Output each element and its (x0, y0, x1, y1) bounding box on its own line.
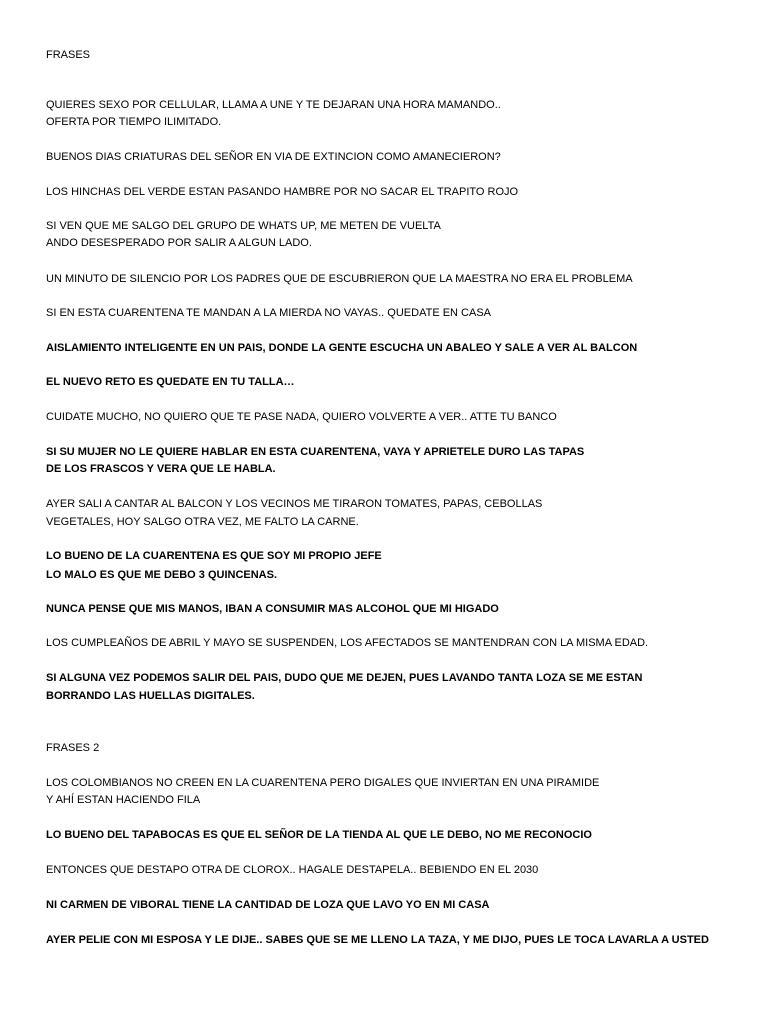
phrase-9: CUIDATE MUCHO, NO QUIERO QUE TE PASE NADA, QUIERO VOLVERTE A VER.. ATTE TU BANCO (46, 411, 557, 423)
phrase-12-line-1: LO BUENO DE LA CUARENTENA ES QUE SOY MI PROPIO JEFE (46, 550, 382, 562)
phrase-2-3: ENTONCES QUE DESTAPO OTRA DE CLOROX.. HAGALE DESTAPELA.. BEBIENDO EN EL 2030 (46, 864, 539, 876)
phrase-3: LOS HINCHAS DEL VERDE ESTAN PASANDO HAMBRE POR NO SACAR EL TRAPITO ROJO (46, 186, 519, 198)
phrase-15-line-2: BORRANDO LAS HUELLAS DIGITALES. (46, 690, 255, 702)
phrase-2-5: AYER PELIE CON MI ESPOSA Y LE DIJE.. SABES QUE SE ME LLENO LA TAZA, Y ME DIJO, PUES LE TOCA LAVARLA A USTED (46, 934, 709, 946)
phrase-5: UN MINUTO DE SILENCIO POR LOS PADRES QUE DE ESCUBRIERON QUE LA MAESTRA NO ERA EL PROBLEMA (46, 273, 633, 285)
phrase-2-1-line-2: Y AHÍ ESTAN HACIENDO FILA (46, 794, 201, 806)
phrase-7: AISLAMIENTO INTELIGENTE EN UN PAIS, DONDE LA GENTE ESCUCHA UN ABALEO Y SALE A VER AL BALCON (46, 342, 638, 354)
phrase-1-line-2: OFERTA POR TIEMPO ILIMITADO. (46, 116, 222, 128)
phrase-2: BUENOS DIAS CRIATURAS DEL SEÑOR EN VIA DE EXTINCION COMO AMANECIERON? (46, 151, 501, 163)
phrase-11-line-1: AYER SALI A CANTAR AL BALCON Y LOS VECINOS ME TIRARON TOMATES, PAPAS, CEBOLLAS (46, 498, 543, 510)
phrase-10-line-1: SI SU MUJER NO LE QUIERE HABLAR EN ESTA CUARENTENA, VAYA Y APRIETELE DURO LAS TAPAS (46, 446, 585, 458)
phrase-2-4: NI CARMEN DE VIBORAL TIENE LA CANTIDAD DE LOZA QUE LAVO YO EN MI CASA (46, 899, 490, 911)
phrase-2-2: LO BUENO DEL TAPABOCAS ES QUE EL SEÑOR DE LA TIENDA AL QUE LE DEBO, NO ME RECONOCIO (46, 829, 592, 841)
phrase-4-line-1: SI VEN QUE ME SALGO DEL GRUPO DE WHATS UP, ME METEN DE VUELTA (46, 220, 441, 232)
phrase-1-line-1: QUIERES SEXO POR CELLULAR, LLAMA A UNE Y TE DEJARAN UNA HORA MAMANDO.. (46, 99, 501, 111)
phrase-13: NUNCA PENSE QUE MIS MANOS, IBAN A CONSUMIR MAS ALCOHOL QUE MI HIGADO (46, 603, 499, 615)
phrase-12-line-2: LO MALO ES QUE ME DEBO 3 QUINCENAS. (46, 569, 278, 581)
phrase-2-1-line-1: LOS COLOMBIANOS NO CREEN EN LA CUARENTENA PERO DIGALES QUE INVIERTAN EN UNA PIRAMIDE (46, 777, 600, 789)
phrase-15-line-1: SI ALGUNA VEZ PODEMOS SALIR DEL PAIS, DUDO QUE ME DEJEN, PUES LAVANDO TANTA LOZA SE ME ESTAN (46, 672, 643, 684)
phrase-4-line-2: ANDO DESESPERADO POR SALIR A ALGUN LADO. (46, 237, 312, 249)
heading-frases-2: FRASES 2 (46, 742, 100, 754)
phrase-10-line-2: DE LOS FRASCOS Y VERA QUE LE HABLA. (46, 463, 276, 475)
heading-frases: FRASES (46, 49, 91, 61)
phrase-11-line-2: VEGETALES, HOY SALGO OTRA VEZ, ME FALTO LA CARNE. (46, 516, 359, 528)
phrase-14: LOS CUMPLEAÑOS DE ABRIL Y MAYO SE SUSPENDEN, LOS AFECTADOS SE MANTENDRAN CON LA MISMA EDAD. (46, 637, 649, 649)
phrase-6: SI EN ESTA CUARENTENA TE MANDAN A LA MIERDA NO VAYAS.. QUEDATE EN CASA (46, 307, 492, 319)
phrase-8: EL NUEVO RETO ES QUEDATE EN TU TALLA… (46, 376, 295, 388)
